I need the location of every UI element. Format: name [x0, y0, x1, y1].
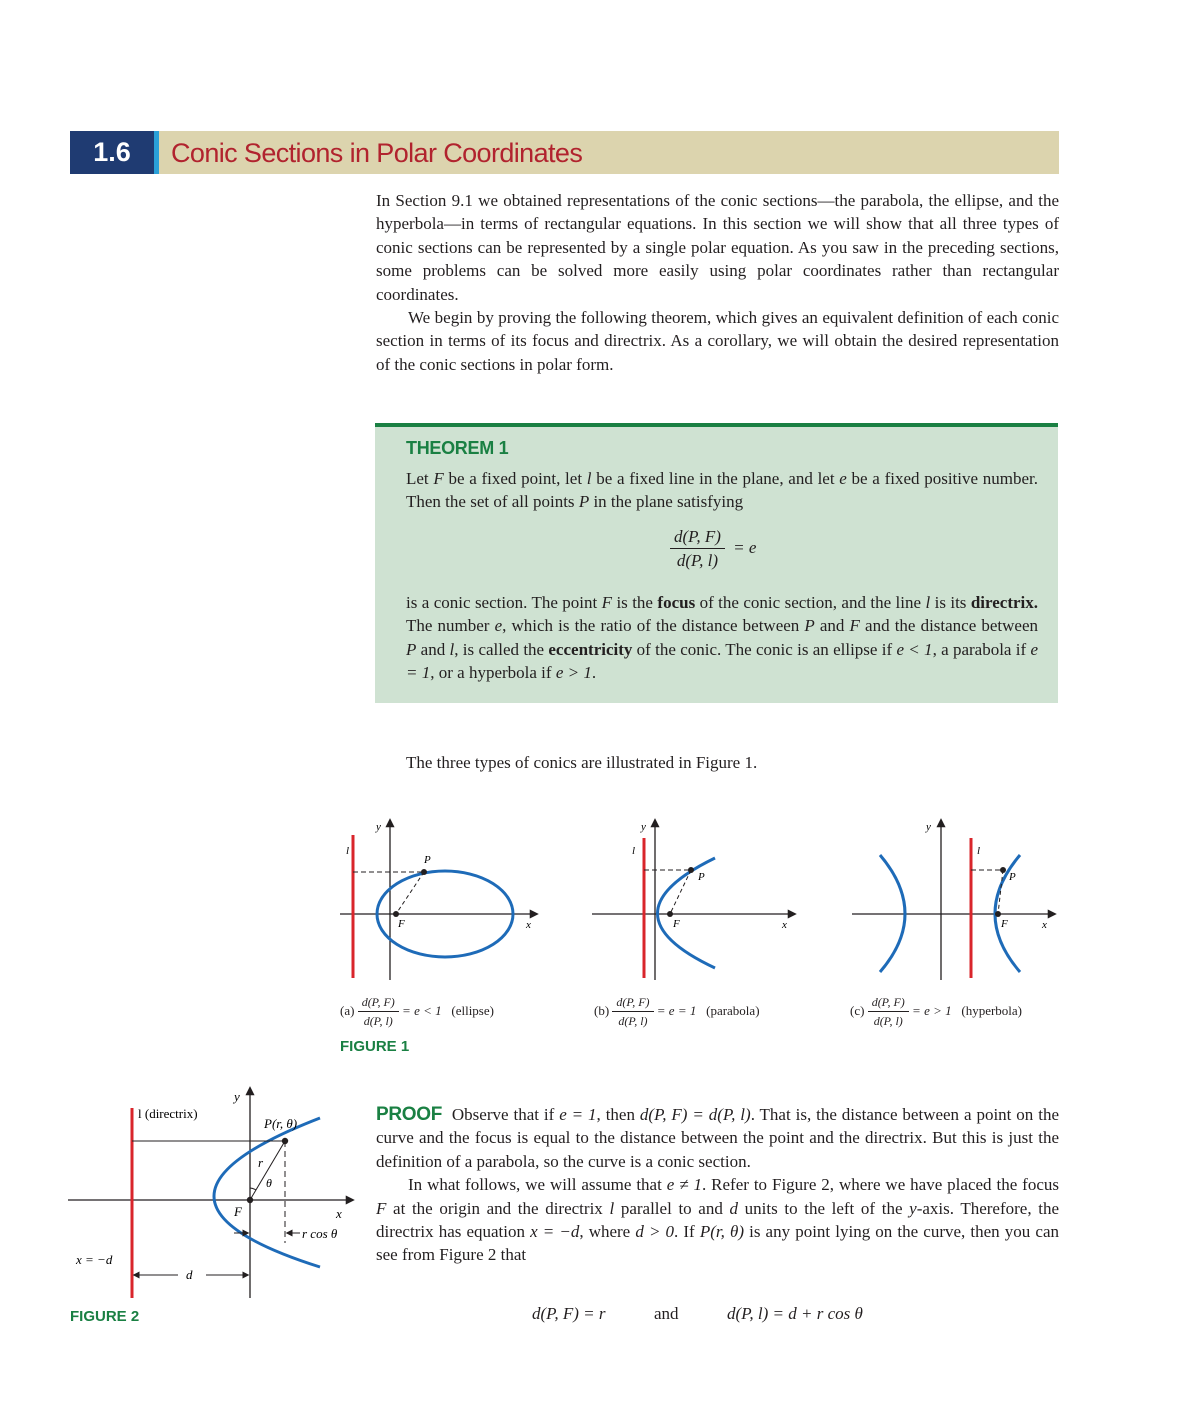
- figure1-intro: The three types of conics are illustrated in Figure 1.: [406, 753, 758, 772]
- svg-text:y: y: [641, 821, 646, 833]
- equation-label: x = −d: [76, 1252, 113, 1267]
- proof-label: PROOF: [376, 1104, 443, 1125]
- section-number: 1.6: [70, 131, 154, 174]
- theorem-statement: Let F be a fixed point, let l be a fixed line in the plane, and let e be a fixed positive number. Then the set of all points P in the plane satisfying: [406, 469, 1039, 512]
- svg-text:x: x: [782, 919, 787, 931]
- figure1b-caption: (b) $\frac{d(P, F)}{d(P, l)}$ = e = 1 (parabola): [594, 995, 760, 1028]
- term-focus: focus: [657, 593, 696, 612]
- point-label: P(r, θ): [264, 1116, 298, 1131]
- r-label: r: [258, 1155, 264, 1170]
- figure1-diagrams: [330, 810, 1070, 990]
- proof-paragraph-1: PROOF Observe that if e = 1, then d(P, F) = d(P, l). That is, the distance between a point on the curve and the focus is equal to the distance between the point and the directrix. But this is just the definition of a parabola, so the curve is a conic section.: [376, 1104, 1059, 1171]
- svg-text:P: P: [1009, 871, 1016, 883]
- figure1c-caption: (c) $\frac{d(P, F)}{d(P, l)}$ = e > 1 (hyperbola): [850, 995, 1023, 1028]
- d-label: d: [186, 1267, 193, 1282]
- figure1b-parabola-panel: [592, 820, 795, 980]
- theta-label: θ: [266, 1176, 272, 1190]
- directrix-label: l (directrix): [138, 1106, 198, 1121]
- svg-text:F: F: [673, 918, 680, 930]
- intro-paragraph-2: We begin by proving the following theorem, which gives an equivalent definition of each conic section in terms of its focus and directrix. As a corollary, we will obtain the desired representation of the conic sections in polar form.: [376, 308, 1059, 374]
- svg-text:F: F: [398, 918, 405, 930]
- svg-text:y: y: [376, 821, 381, 833]
- focus-label: F: [234, 1204, 242, 1219]
- proof-text: [376, 1103, 1059, 1267]
- svg-text:F: F: [1001, 918, 1008, 930]
- section-title: Conic Sections in Polar Coordinates: [171, 138, 583, 168]
- parabola-curve: [658, 858, 716, 968]
- theorem-equation: [670, 527, 756, 571]
- svg-text:y: y: [926, 821, 931, 833]
- svg-text:l: l: [977, 845, 981, 857]
- svg-text:P: P: [424, 854, 431, 866]
- proof-paragraph-2: In what follows, we will assume that e ≠ 1. Refer to Figure 2, where we have placed the focus F at the origin and the directrix l parallel to and d units to the left of the y-axis. Therefore, the directrix has equation x = −d, where d > 0. If P(r, θ) is any point lying on the curve, then you can see from Figure 2 that: [376, 1175, 1060, 1265]
- proof-eq-and: and: [654, 1304, 679, 1323]
- y-label: y: [234, 1089, 240, 1104]
- x-label: x: [336, 1206, 342, 1221]
- proof-eq-right: d(P, l) = d + r cos θ: [727, 1304, 863, 1323]
- term-directrix: directrix.: [970, 593, 1039, 612]
- theorem-title: THEOREM 1: [406, 438, 509, 458]
- figure2-diagram: [68, 1083, 360, 1308]
- proof-equation: [532, 1304, 952, 1324]
- intro-paragraph-1: In Section 9.1 we obtained representations of the conic sections—the parabola, the ellipse, and the hyperbola—in terms of rectangular equations. In this section we will show that all three types of conic sections can be represented by a single polar equation. As you saw in the preceding sections, some problems can be solved more easily using polar coordinates rather than rectangular coordinates.: [376, 191, 1059, 304]
- svg-text:x: x: [526, 919, 531, 931]
- rcos-label: r cos θ: [302, 1226, 338, 1241]
- figure1-label: FIGURE 1: [340, 1038, 410, 1055]
- proof-eq-left: d(P, F) = r: [532, 1304, 606, 1323]
- figure1a-ellipse-panel: [340, 820, 537, 980]
- svg-text:x: x: [1042, 919, 1047, 931]
- term-eccentricity: eccentricity: [548, 639, 633, 659]
- svg-text:l: l: [346, 845, 350, 857]
- figure1a-caption: (a) $\frac{d(P, F)}{d(P, l)}$ = e < 1 (ellipse): [340, 995, 494, 1028]
- intro-text: [376, 189, 1059, 376]
- theorem-frac-rhs: = e: [733, 537, 757, 557]
- conic-curve: [214, 1118, 320, 1267]
- svg-text:l: l: [632, 845, 636, 857]
- figure2-label: FIGURE 2: [70, 1308, 140, 1325]
- svg-text:P: P: [698, 871, 705, 883]
- theorem-frac-numerator: d(P, F): [670, 527, 725, 549]
- theorem-frac-denominator: d(P, l): [676, 551, 719, 570]
- figure1c-hyperbola-panel: [852, 820, 1055, 980]
- theorem-conclusion: is a conic section. The point F is the focus of the conic section, and the line l is its directrix. The number e, which is the ratio of the distance between P and F and the distance between P and l, is called the eccentricity of the conic. The conic is an ellipse if e < 1, a parabola if e = 1, or a hyperbola if e > 1.: [406, 593, 1039, 683]
